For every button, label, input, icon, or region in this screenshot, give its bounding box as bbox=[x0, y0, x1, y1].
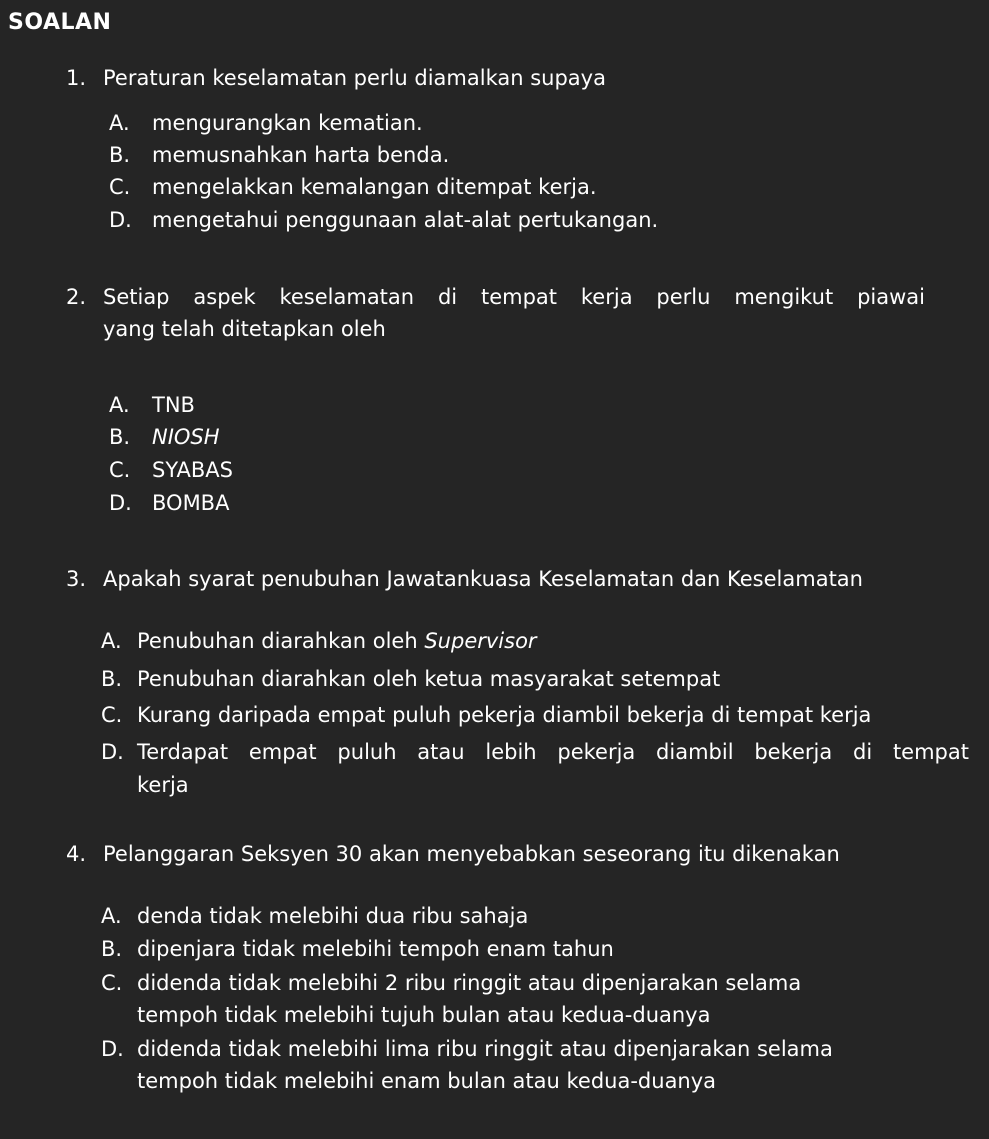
option-letter: B. bbox=[101, 667, 123, 691]
option-letter: C. bbox=[109, 175, 131, 199]
option-text: NIOSH bbox=[152, 425, 220, 449]
option-a[interactable] bbox=[109, 111, 423, 135]
option-b[interactable] bbox=[101, 667, 720, 691]
page-heading: SOALAN bbox=[8, 10, 112, 35]
option-text: denda tidak melebihi dua ribu sahaja bbox=[137, 904, 529, 928]
option-text: SYABAS bbox=[152, 458, 233, 482]
option-letter: D. bbox=[109, 491, 132, 515]
option-text: didenda tidak melebihi lima ribu ringgit atau dipenjarakan selama bbox=[137, 1037, 833, 1061]
question-number: 4. bbox=[66, 842, 87, 866]
option-letter: C. bbox=[109, 458, 131, 482]
question-number: 1. bbox=[66, 66, 87, 90]
option-c[interactable] bbox=[109, 175, 597, 199]
question-number: 3. bbox=[66, 567, 87, 591]
option-text-italic: Supervisor bbox=[424, 629, 537, 653]
option-letter: B. bbox=[109, 425, 131, 449]
option-b[interactable] bbox=[109, 425, 220, 449]
option-text: mengurangkan kematian. bbox=[152, 111, 423, 135]
question-number: 2. bbox=[66, 285, 87, 309]
option-d[interactable] bbox=[109, 208, 658, 232]
option-text: Penubuhan diarahkan oleh bbox=[137, 629, 425, 653]
option-letter: A. bbox=[109, 393, 130, 417]
option-text: TNB bbox=[152, 393, 195, 417]
option-text: memusnahkan harta benda. bbox=[152, 143, 450, 167]
option-letter: A. bbox=[101, 904, 122, 928]
question-text-line1: Setiap aspek keselamatan di tempat kerja perlu mengikut piawai bbox=[103, 285, 925, 309]
option-text: dipenjara tidak melebihi tempoh enam tahun bbox=[137, 937, 614, 961]
option-letter: D. bbox=[109, 208, 132, 232]
option-c-continuation: tempoh tidak melebihi tujuh bulan atau kedua-duanya bbox=[137, 1003, 711, 1027]
question-text: Apakah syarat penubuhan Jawatankuasa Keselamatan dan Keselamatan bbox=[103, 567, 863, 591]
option-letter: C. bbox=[101, 703, 123, 727]
option-text: mengetahui penggunaan alat-alat pertukangan. bbox=[152, 208, 659, 232]
option-b[interactable] bbox=[109, 143, 449, 167]
question-text-line2: yang telah ditetapkan oleh bbox=[103, 317, 386, 341]
option-letter: C. bbox=[101, 971, 123, 995]
option-d[interactable] bbox=[101, 740, 969, 764]
option-letter: A. bbox=[101, 629, 122, 653]
option-b[interactable] bbox=[101, 937, 614, 961]
option-d[interactable] bbox=[109, 491, 229, 515]
option-text: BOMBA bbox=[152, 491, 230, 515]
option-c[interactable] bbox=[101, 971, 801, 995]
option-letter: D. bbox=[101, 740, 124, 764]
option-letter: B. bbox=[109, 143, 131, 167]
option-text: Penubuhan diarahkan oleh ketua masyarakat setempat bbox=[137, 667, 721, 691]
option-c[interactable] bbox=[109, 458, 233, 482]
option-d[interactable] bbox=[101, 1037, 833, 1061]
question-text: Peraturan keselamatan perlu diamalkan supaya bbox=[103, 66, 606, 90]
option-d-continuation: tempoh tidak melebihi enam bulan atau kedua-duanya bbox=[137, 1069, 717, 1093]
question-text: Pelanggaran Seksyen 30 akan menyebabkan seseorang itu dikenakan bbox=[103, 842, 840, 866]
option-letter: A. bbox=[109, 111, 130, 135]
option-a[interactable] bbox=[101, 904, 528, 928]
option-c[interactable] bbox=[101, 703, 871, 727]
option-text: Kurang daripada empat puluh pekerja diambil bekerja di tempat kerja bbox=[137, 703, 872, 727]
option-letter: B. bbox=[101, 937, 123, 961]
option-a[interactable] bbox=[101, 629, 537, 653]
option-letter: D. bbox=[101, 1037, 124, 1061]
option-text: mengelakkan kemalangan ditempat kerja. bbox=[152, 175, 597, 199]
option-text: Terdapat empat puluh atau lebih pekerja diambil bekerja di tempat bbox=[137, 740, 969, 764]
option-text: didenda tidak melebihi 2 ribu ringgit atau dipenjarakan selama bbox=[137, 971, 802, 995]
option-d-continuation: kerja bbox=[137, 773, 189, 797]
option-a[interactable] bbox=[109, 393, 195, 417]
